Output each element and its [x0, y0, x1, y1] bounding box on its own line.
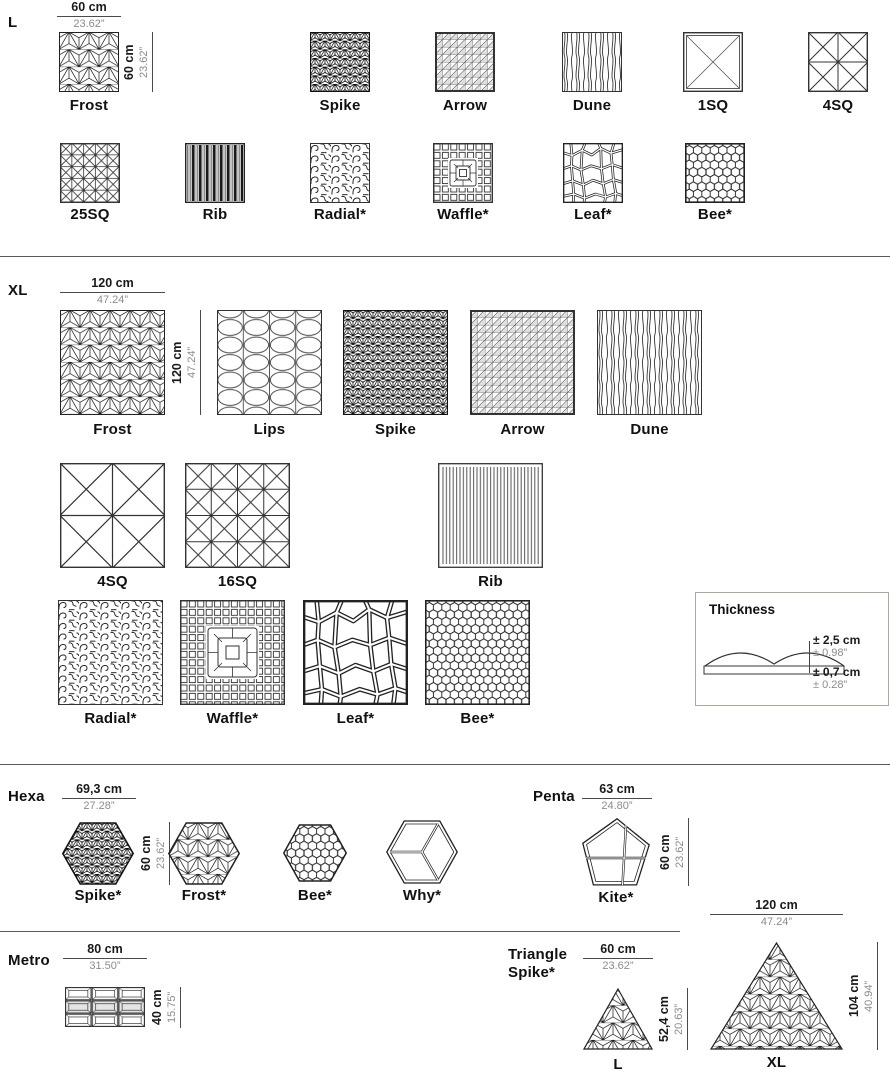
panel-rib-l — [185, 143, 245, 203]
panel-bee-l — [685, 143, 745, 203]
panel-label: Dune — [572, 97, 612, 114]
panel-label: Radial* — [84, 710, 137, 727]
dimension-line — [180, 987, 181, 1028]
dim-cm: 120 cm — [170, 341, 184, 384]
thickness-box — [695, 592, 889, 706]
panel-label: Dune — [630, 421, 669, 438]
panel-radial-l — [310, 143, 370, 203]
dim-cm: 60 cm — [658, 834, 672, 870]
panel-rib-xl — [438, 463, 543, 568]
dimension-line — [688, 818, 689, 886]
thickness-upper-cm: ± 2,5 cm — [813, 633, 861, 647]
panel-label: 4SQ — [822, 97, 854, 114]
thickness-tick — [809, 641, 810, 673]
panel-bee-xl — [425, 600, 530, 705]
panel-frost-l — [59, 32, 119, 92]
section-divider — [0, 256, 890, 257]
panel-label: Rib — [478, 573, 503, 590]
dim-inch: 23.62” — [602, 960, 634, 972]
thickness-upper-inch: ± 0.98” — [813, 647, 848, 659]
panel-leaf-xl — [303, 600, 408, 705]
dim-inch: 31.50” — [89, 960, 121, 972]
panel-label: Kite* — [598, 889, 634, 906]
panel-radial-xl — [58, 600, 163, 705]
dim-inch: 23.62” — [138, 46, 150, 78]
panel-label: Bee* — [697, 206, 733, 223]
section-divider — [0, 764, 890, 765]
section-label-penta: Penta — [533, 788, 575, 805]
panel-dune-xl — [597, 310, 702, 415]
panel-label: Leaf* — [574, 206, 612, 223]
panel-label: Arrow — [500, 421, 545, 438]
dim-inch: 47.24” — [186, 346, 198, 379]
panel-label: Arrow — [442, 97, 488, 114]
dim-inch: 47.24” — [96, 294, 129, 306]
dim-cm: 60 cm — [583, 943, 653, 959]
dim-xl-height — [170, 310, 201, 415]
panel-1sq-l — [683, 32, 743, 92]
panel-label: Radial* — [313, 206, 367, 223]
panel-label: Spike — [374, 421, 417, 438]
dim-triangle-xl-width — [710, 899, 843, 928]
dim-l-height — [122, 32, 153, 92]
dim-metro-height — [150, 987, 181, 1028]
panel-label: Why* — [402, 887, 442, 904]
panel-dune-l — [562, 32, 622, 92]
panel-4sq-xl — [60, 463, 165, 568]
panel-25sq-l — [60, 143, 120, 203]
panel-label: Waffle* — [437, 206, 489, 223]
dim-cm: 60 cm — [139, 835, 153, 872]
section-label-hexa: Hexa — [8, 788, 45, 805]
panel-label: XL — [766, 1054, 787, 1071]
thickness-lower-inch: ± 0.28” — [813, 679, 848, 691]
dim-cm: 104 cm — [847, 974, 861, 1018]
dim-triangle-l-height — [657, 988, 688, 1050]
panel-leaf-l — [563, 143, 623, 203]
panel-frost-xl — [60, 310, 165, 415]
thickness-lower-cm: ± 0,7 cm — [813, 665, 861, 679]
panel-arrow-xl — [470, 310, 575, 415]
panel-waffle-l — [433, 143, 493, 203]
dim-cm: 80 cm — [63, 943, 147, 959]
panel-label: Rib — [202, 206, 228, 223]
panel-16sq-xl — [185, 463, 290, 568]
panel-spike-l — [310, 32, 370, 92]
panel-hexa-why — [386, 820, 458, 884]
dim-hexa-height — [139, 822, 170, 885]
section-label-triangle-2: Spike* — [508, 964, 556, 981]
panel-hexa-frost — [168, 822, 240, 885]
dim-penta-height — [658, 818, 689, 886]
dim-metro-width — [63, 943, 147, 972]
panel-hexa-bee — [283, 824, 347, 882]
dim-inch: 15.75” — [166, 991, 178, 1024]
dim-inch: 27.28” — [83, 800, 115, 812]
thickness-title: Thickness — [709, 602, 776, 617]
dim-triangle-l-width — [583, 943, 653, 972]
panel-arrow-l — [435, 32, 495, 92]
panel-waffle-xl — [180, 600, 285, 705]
panel-label: Frost* — [181, 887, 227, 904]
section-label-metro: Metro — [8, 952, 50, 969]
panel-spike-xl — [343, 310, 448, 415]
panel-label: Frost — [93, 421, 132, 438]
dim-cm: 69,3 cm — [62, 783, 136, 799]
panel-label: Frost — [69, 97, 109, 114]
dim-cm: 120 cm — [710, 899, 843, 915]
dim-inch: 23.62” — [155, 837, 167, 870]
panel-penta-kite — [582, 818, 650, 886]
dimension-line — [877, 942, 878, 1050]
panel-metro — [65, 987, 145, 1027]
section-divider — [0, 931, 680, 932]
dim-inch: 23.62” — [674, 836, 686, 868]
dim-cm: 60 cm — [122, 44, 136, 80]
dim-inch: 47.24” — [760, 916, 793, 928]
dim-cm: 63 cm — [582, 783, 652, 799]
panel-label: Leaf* — [336, 710, 375, 727]
panel-label: L — [613, 1056, 623, 1073]
dimension-line — [200, 310, 201, 415]
panel-lips-xl — [217, 310, 322, 415]
panel-label: Bee* — [297, 887, 333, 904]
dim-inch: 23.62” — [73, 18, 105, 30]
dimension-line — [152, 32, 153, 92]
dim-cm: 60 cm — [57, 1, 121, 17]
dim-hexa-width — [62, 783, 136, 812]
panel-label: 1SQ — [697, 97, 729, 114]
panel-label: 4SQ — [97, 573, 128, 590]
dimension-line — [687, 988, 688, 1050]
dim-inch: 20.63” — [673, 1003, 685, 1035]
panel-label: Lips — [253, 421, 286, 438]
panel-label: Spike — [319, 97, 361, 114]
dim-triangle-xl-height — [847, 942, 878, 1050]
section-label-triangle-1: Triangle — [508, 946, 568, 963]
panel-triangle-spike-l — [583, 988, 653, 1050]
panel-label: Waffle* — [206, 710, 259, 727]
dim-cm: 40 cm — [150, 989, 164, 1026]
dim-cm: 120 cm — [60, 277, 165, 293]
section-label-l: L — [8, 14, 18, 31]
dim-inch: 40.94” — [863, 980, 875, 1012]
panel-label: Spike* — [74, 887, 122, 904]
panel-hexa-spike — [62, 822, 134, 885]
panel-label: Bee* — [460, 710, 495, 727]
dim-xl-width — [60, 277, 165, 306]
panel-4sq-l — [808, 32, 868, 92]
dim-l-width — [57, 1, 121, 30]
dim-cm: 52,4 cm — [657, 996, 671, 1042]
dim-inch: 24.80” — [601, 800, 633, 812]
section-label-xl: XL — [8, 282, 28, 299]
dim-penta-width — [582, 783, 652, 812]
panel-triangle-spike-xl — [710, 942, 843, 1050]
panel-label: 16SQ — [217, 573, 258, 590]
panel-label: 25SQ — [70, 206, 110, 223]
